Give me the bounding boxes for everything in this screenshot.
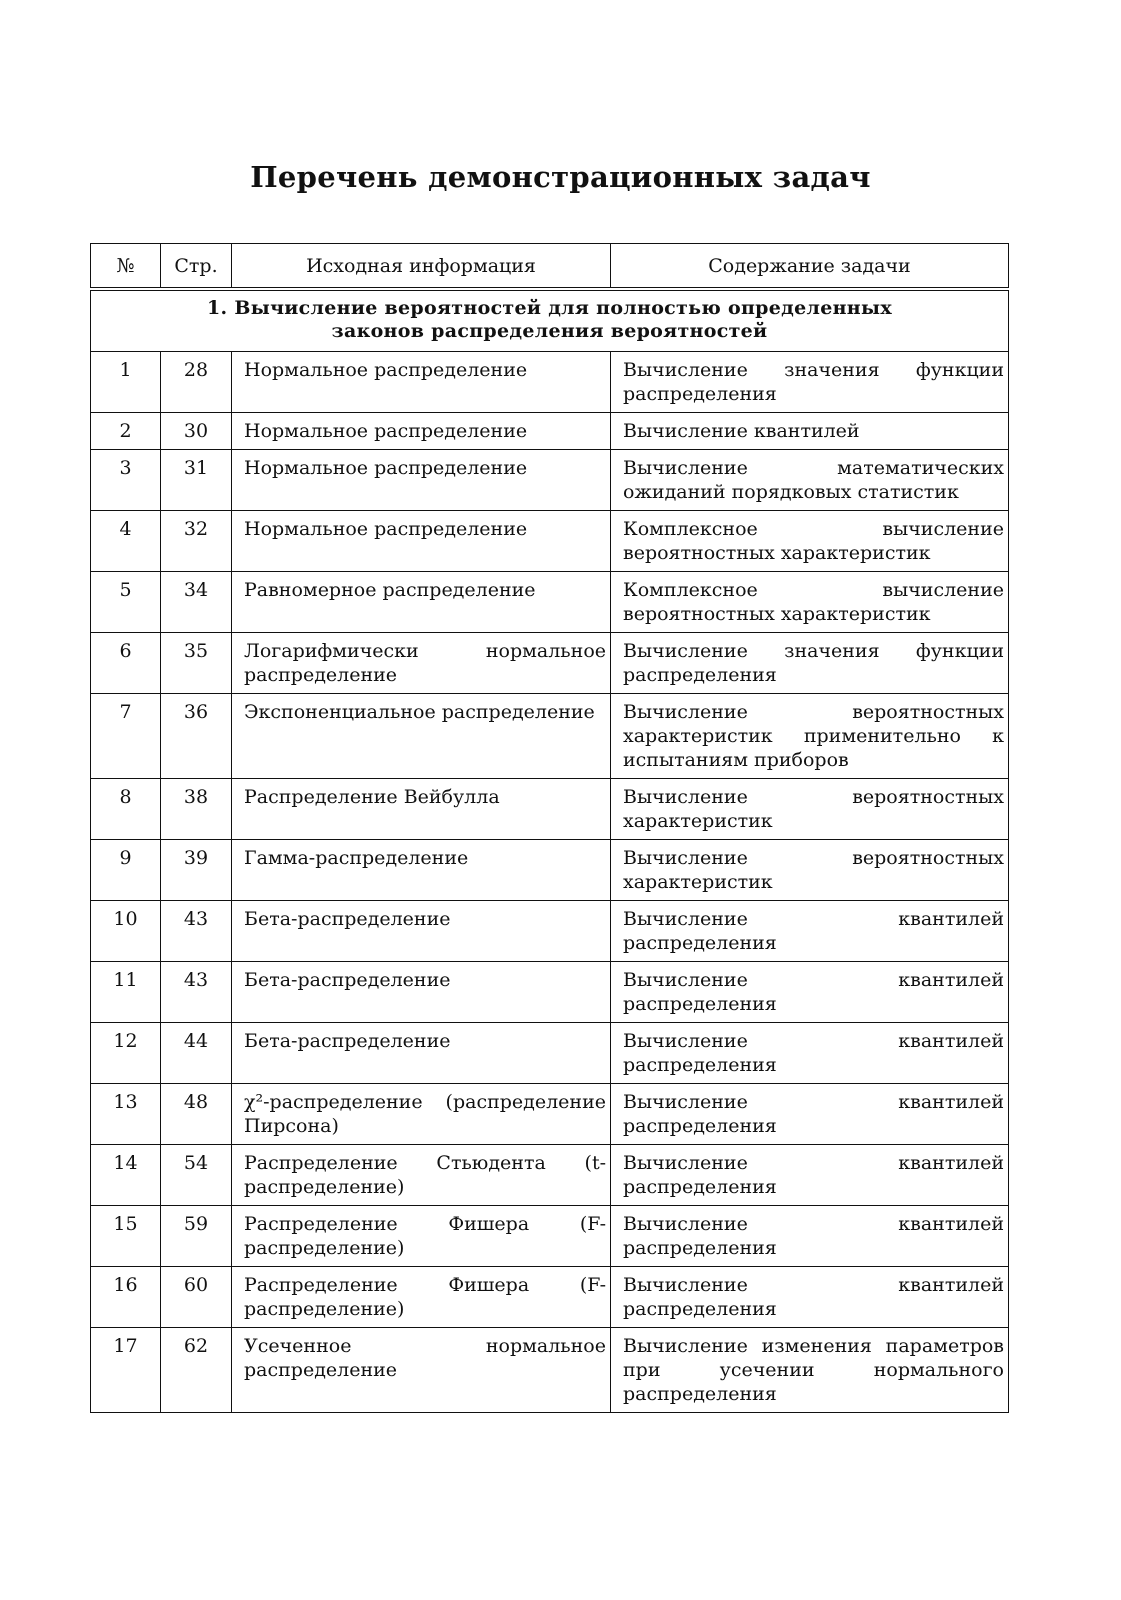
row-num: 5 [91,572,161,633]
table-header-row [91,244,1009,290]
section-title-line1: 1. Вычисление вероятностей для полностью определенных [207,297,892,319]
row-num: 13 [91,1084,161,1145]
row-source: Нормальное распределение [232,352,611,413]
table-row [91,352,1009,413]
row-page: 35 [161,633,232,694]
table-row [91,1084,1009,1145]
row-content: Вычисление математических ожиданий порядковых статистик [611,450,1009,511]
section-title-line2: законов распределения вероятностей [331,320,768,342]
table-row [91,962,1009,1023]
row-num: 9 [91,840,161,901]
table-row [91,779,1009,840]
table-row [91,450,1009,511]
row-source: Равномерное распределение [232,572,611,633]
row-num: 12 [91,1023,161,1084]
row-page: 60 [161,1267,232,1328]
row-content: Комплексное вычисление вероятностных характеристик [611,511,1009,572]
table-row [91,1145,1009,1206]
section-row [91,289,1009,352]
table-row [91,840,1009,901]
row-content: Вычисление квантилей распределения [611,1084,1009,1145]
table-row [91,1328,1009,1413]
row-source: Нормальное распределение [232,450,611,511]
row-num: 16 [91,1267,161,1328]
row-num: 11 [91,962,161,1023]
row-page: 59 [161,1206,232,1267]
row-content: Вычисление квантилей распределения [611,1023,1009,1084]
row-content: Комплексное вычисление вероятностных характеристик [611,572,1009,633]
row-source: Бета-распределение [232,962,611,1023]
row-page: 34 [161,572,232,633]
row-num: 10 [91,901,161,962]
row-num: 17 [91,1328,161,1413]
row-content: Вычисление квантилей распределения [611,1206,1009,1267]
row-source: Распределение Фишера (F-распределение) [232,1206,611,1267]
table-row [91,694,1009,779]
table-row [91,1023,1009,1084]
row-num: 8 [91,779,161,840]
header-source: Исходная информация [232,244,611,290]
row-page: 30 [161,413,232,450]
row-content: Вычисление значения функции распределения [611,633,1009,694]
row-content: Вычисление вероятностных характеристик [611,779,1009,840]
row-page: 39 [161,840,232,901]
row-source: Распределение Вейбулла [232,779,611,840]
row-source: Нормальное распределение [232,413,611,450]
row-num: 6 [91,633,161,694]
row-source: Гамма-распределение [232,840,611,901]
row-page: 31 [161,450,232,511]
row-content: Вычисление значения функции распределения [611,352,1009,413]
row-source: Логарифмически нормальное распределение [232,633,611,694]
row-num: 14 [91,1145,161,1206]
tasks-table [90,243,1009,1413]
row-page: 48 [161,1084,232,1145]
row-source: Усеченное нормальное распределение [232,1328,611,1413]
row-source: χ²-распределение (распределение Пирсона) [232,1084,611,1145]
row-page: 32 [161,511,232,572]
row-content: Вычисление изменения параметров при усечении нормального распределения [611,1328,1009,1413]
row-num: 7 [91,694,161,779]
table-row [91,413,1009,450]
row-source: Распределение Фишера (F-распределение) [232,1267,611,1328]
header-content: Содержание задачи [611,244,1009,290]
row-page: 28 [161,352,232,413]
header-page: Стр. [161,244,232,290]
row-content: Вычисление квантилей [611,413,1009,450]
row-num: 1 [91,352,161,413]
table-row [91,1206,1009,1267]
header-num: № [91,244,161,290]
row-source: Распределение Стьюдента (t-распределение) [232,1145,611,1206]
row-content: Вычисление вероятностных характеристик [611,840,1009,901]
row-source: Бета-распределение [232,1023,611,1084]
row-source: Бета-распределение [232,901,611,962]
table-row [91,572,1009,633]
row-num: 15 [91,1206,161,1267]
table-row [91,1267,1009,1328]
section-title [91,289,1009,352]
row-page: 43 [161,962,232,1023]
table-row [91,511,1009,572]
row-source: Нормальное распределение [232,511,611,572]
row-content: Вычисление квантилей распределения [611,1267,1009,1328]
row-page: 44 [161,1023,232,1084]
row-page: 38 [161,779,232,840]
row-content: Вычисление квантилей распределения [611,962,1009,1023]
table-row [91,633,1009,694]
row-content: Вычисление квантилей распределения [611,1145,1009,1206]
row-page: 43 [161,901,232,962]
row-source: Экспоненциальное распределение [232,694,611,779]
row-num: 4 [91,511,161,572]
row-num: 3 [91,450,161,511]
row-page: 36 [161,694,232,779]
row-num: 2 [91,413,161,450]
page-title: Перечень демонстрационных задач [250,160,871,194]
row-content: Вычисление квантилей распределения [611,901,1009,962]
row-page: 54 [161,1145,232,1206]
row-content: Вычисление вероятностных характеристик применительно к испытаниям приборов [611,694,1009,779]
table-row [91,901,1009,962]
row-page: 62 [161,1328,232,1413]
